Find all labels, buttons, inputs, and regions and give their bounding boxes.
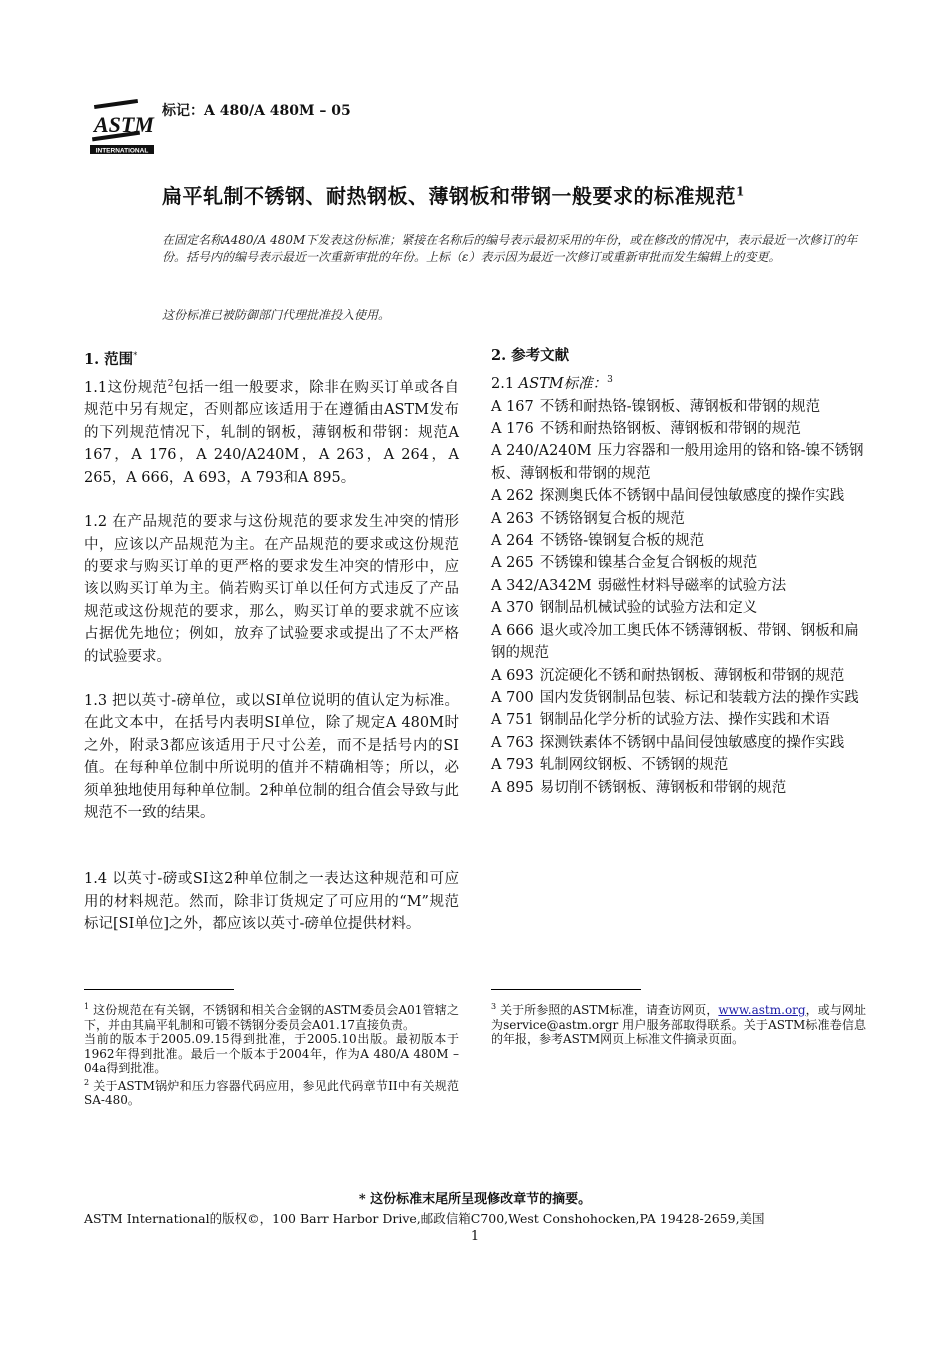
reference-title: 探测铁素体不锈钢中晶间侵蚀敏感度的操作实践: [539, 734, 845, 751]
scope-heading-mark: *: [133, 351, 138, 360]
sub-italic: ASTM标准：: [518, 376, 608, 393]
reference-item: [491, 732, 866, 754]
reference-title: 退火或冷加工奥氏体不锈薄钢板、带钢、钢板和扁钢的规范: [491, 622, 859, 662]
paragraph-1-4: 1.4 以英寸-磅或SI这2种单位制之一表达这种规范和可应用的材料规范。然而，除非订货规定了可应用的“M”规范标记[SI单位]之外，都应该以英寸-磅单位提供材料。: [84, 871, 459, 933]
reference-title: 探测奥氏体不锈钢中晶间侵蚀敏感度的操作实践: [539, 488, 845, 505]
footnote-1-number: 1: [84, 1002, 90, 1011]
reference-code: A 751: [491, 712, 534, 729]
copyright-line: ASTM International的版权©，100 Barr Harbor Drive,邮政信箱C700,West Conshohocken,PA 19428-2659,美国: [84, 1211, 765, 1226]
title-footnote-ref: 1: [736, 184, 745, 199]
footnote-3: [491, 1000, 866, 1047]
footnote-2-number: 2: [84, 1077, 90, 1087]
reference-code: A 264: [491, 533, 534, 550]
paragraph-1-3: 1.3 把以英寸-磅单位，或以SI单位说明的值认定为标准。在此文本中，在括号内表明SI单位，除了规定A 480M时之外，附录3都应该适用于尺寸公差，而不是括号内的SI值。在每种单位制中所说明的值并不精确相等；所以，必须单独地使用每种单位制。2种单位制的组合值会导致与此规范不一致的结果。: [84, 692, 459, 821]
reference-code: A 265: [491, 555, 534, 572]
reference-code: A 895: [491, 779, 534, 796]
paragraph-1-1: [84, 373, 459, 489]
title-text: 扁平轧制不锈钢、耐热钢板、薄钢板和带钢一般要求的标准规范: [162, 184, 736, 208]
reference-title: 不锈铬-镍钢复合板的规范: [539, 533, 705, 550]
reference-item: [491, 665, 866, 687]
reference-item: [491, 552, 866, 574]
reference-item: [491, 418, 866, 440]
footnote-divider-right: [491, 989, 641, 990]
sub-prefix: 2.1: [491, 376, 519, 393]
document-title: [162, 180, 862, 209]
approval-note: 这份标准已被防御部门代理批准投入使用。: [162, 308, 391, 322]
footnote-2: [84, 1076, 459, 1108]
reference-item: [491, 620, 866, 665]
reference-title: 易切削不锈钢板、薄钢板和带钢的规范: [539, 779, 787, 796]
reference-item: [491, 709, 866, 731]
reference-title: 不锈和耐热铬钢板、薄钢板和带钢的规范: [539, 421, 801, 438]
reference-item: [491, 687, 866, 709]
logo-international: INTERNATIONAL: [95, 147, 149, 155]
reference-item: [491, 575, 866, 597]
reference-item: [491, 508, 866, 530]
logo-letters: ASTM: [94, 112, 154, 137]
section-heading-references: 2. 参考文献: [491, 347, 570, 364]
reference-code: A 167: [491, 398, 534, 415]
paragraph-1-2: 1.2 在产品规范的要求与这份规范的要求发生冲突的情形中，应该以产品规范为主。在产品规范的要求或这份规范的要求与购买订单的更严格的要求发生冲突的情形中，应该以购买订单为主。倘若购买订单以任何方式违反了产品规范或这份规范的要求，那么，购买订单的要求就不应该占据优先地位；例如，放弃了试验要求或提出了不太严格的试验要求。: [84, 514, 459, 665]
reference-title: 钢制品化学分析的试验方法、操作实践和术语: [539, 712, 830, 729]
astm-logo: [88, 98, 156, 160]
reference-title: 钢制品机械试验的试验方法和定义: [539, 600, 758, 617]
reference-code: A 262: [491, 488, 534, 505]
reference-title: 不锈和耐热铬-镍钢板、薄钢板和带钢的规范: [539, 398, 821, 415]
reference-code: A 263: [491, 510, 534, 527]
reference-title: 沉淀硬化不锈和耐热钢板、薄钢板和带钢的规范: [539, 667, 845, 684]
reference-list: [491, 396, 866, 799]
reference-title: 弱磁性材料导磁率的试验方法: [597, 577, 787, 594]
footnote-3-text-a: 关于所参照的ASTM标准，请查访网页，: [500, 1003, 719, 1017]
footnote-3-text-b: ，或与网址为service@astm.orgr 用户服务部取得联系。关于ASTM标准卷信息的年报，参考ASTM网页上标准文件摘录页面。: [491, 1003, 866, 1046]
reference-code: A 176: [491, 421, 534, 438]
page-number: 1: [470, 1229, 480, 1244]
revision-summary-note: * 这份标准末尾所呈现修改章节的摘要。: [358, 1192, 592, 1207]
reference-code: A 793: [491, 757, 534, 774]
p1-footnote-ref: 2: [167, 379, 174, 390]
reference-code: A 666: [491, 622, 534, 639]
reference-item: [491, 530, 866, 552]
designation: 标记：A 480/A 480M – 05: [162, 103, 351, 119]
section-scope: [84, 345, 459, 958]
section-heading-scope: [84, 345, 459, 371]
reference-item: [491, 440, 866, 485]
section-references: [491, 345, 866, 799]
footnote-1: [84, 1000, 459, 1032]
reference-title: 国内发货钢制品包装、标记和装载方法的操作实践: [539, 689, 859, 706]
astm-website-link[interactable]: www.astm.org: [718, 1003, 806, 1017]
footnote-2-text: 关于ASTM锅炉和压力容器代码应用，参见此代码章节II中有关规范SA-480。: [84, 1078, 459, 1107]
reference-item: [491, 485, 866, 507]
reference-code: A 370: [491, 600, 534, 617]
reference-code: A 700: [491, 689, 534, 706]
scope-heading-text: 1. 范围: [84, 350, 134, 368]
footnotes-right: [491, 1000, 866, 1047]
sub-footnote-ref: 3: [607, 375, 613, 386]
astm-standards-label: [491, 369, 866, 395]
footnotes-left: [84, 1000, 459, 1108]
reference-code: A 693: [491, 667, 534, 684]
reference-title: 压力容器和一般用途用的铬和铬-镍不锈钢板、薄钢板和带钢的规范: [491, 443, 864, 482]
reference-item: [491, 597, 866, 619]
footnote-divider-left: [84, 989, 234, 990]
reference-item: [491, 396, 866, 418]
reference-code: A 240/A240M: [491, 443, 592, 460]
footnote-1-text: 这份规范在有关钢，不锈钢和相关合金钢的ASTM委员会A01管辖之下，并由其扁平轧制和可锻不锈钢分委员会A01.17直接负责。: [84, 1003, 459, 1032]
reference-item: [491, 777, 866, 799]
footnote-1-cont: 当前的版本于2005.09.15得到批准，于2005.10出版。最初版本于1962年得到批准。最后一个版本于2004年，作为A 480/A 480M – 04a得到批准。: [84, 1032, 459, 1075]
reference-title: 轧制网纹钢板、不锈钢的规范: [539, 757, 729, 774]
reference-item: [491, 754, 866, 776]
footnote-3-number: 3: [491, 1002, 497, 1011]
reference-code: A 342/A342M: [491, 577, 592, 594]
astm-logo-icon: [88, 98, 156, 160]
reference-title: 不锈铬钢复合板的规范: [539, 510, 685, 527]
issue-note: 在固定名称A480/A 480M下发表这份标准；紧接在名称后的编号表示最初采用的年份，或在修改的情况中，表示最近一次修订的年份。括号内的编号表示最近一次重新审批的年份。上标（ε）表示因为最近一次修订或重新审批而发生编辑上的变更。: [162, 233, 858, 264]
p1-text-b: 包括一组一般要求，除非在购买订单或各自规范中另有规定，否则都应该适用于在遵循由ASTM发布的下列规范情况下，轧制的钢板，薄钢板和带钢：规范A 167，A 176，A 240/A240M，A 263，A 264，A 265，A 666，A 693，A 793和A 895。: [84, 380, 460, 486]
reference-code: A 763: [491, 734, 534, 751]
reference-title: 不锈镍和镍基合金复合钢板的规范: [539, 555, 758, 572]
p1-text-a: 1.1这份规范: [84, 380, 168, 397]
